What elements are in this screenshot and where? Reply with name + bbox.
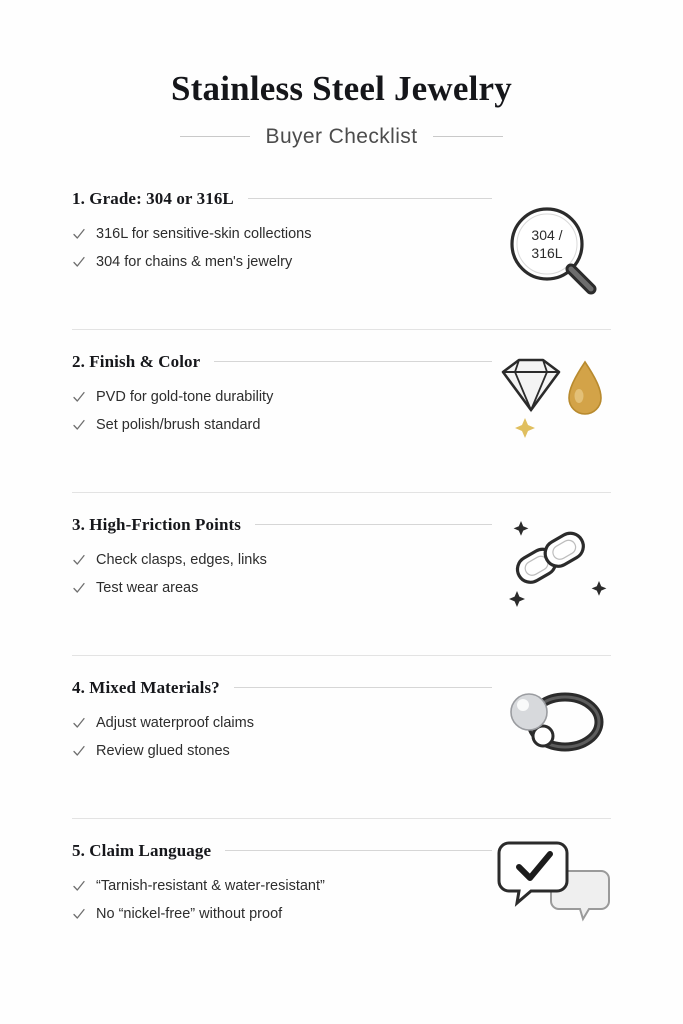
list-item-label: 304 for chains & men's jewelry [96,254,293,271]
check-icon [72,553,86,567]
subtitle-row [72,125,611,149]
check-icon [72,716,86,730]
section-header [72,515,492,535]
section-title: 2. Finish & Color [72,351,201,371]
list-item [72,742,502,762]
section-title: 4. Mixed Materials? [72,677,220,697]
section-high-friction-points [72,492,611,655]
list-item-label: PVD for gold-tone durability [96,388,274,405]
section-items [72,714,502,762]
section-rule [255,524,492,525]
list-item-label: “Tarnish-resistant & water-resistant” [96,877,325,894]
section-rule [214,361,492,362]
list-item-label: Set polish/brush standard [96,417,261,434]
section-mixed-materials [72,655,611,818]
check-icon [72,907,86,921]
pearl-and-leather-bracelet-icon [489,666,619,776]
section-title: 5. Claim Language [72,840,212,860]
magnifier-text-line1: 304 / [531,226,563,243]
check-icon [72,255,86,269]
list-item [72,877,502,897]
section-items [72,388,502,436]
list-item-label: No “nickel-free” without proof [96,906,283,923]
list-item-label: Adjust waterproof claims [96,714,254,731]
section-header [72,352,492,372]
section-header [72,841,492,861]
section-rule [225,850,492,851]
section-header [72,678,492,698]
list-item [72,388,502,408]
divider-right [433,136,503,137]
list-item [72,416,502,436]
list-item-label: Test wear areas [96,580,199,597]
list-item [72,579,502,599]
list-item-label: Review glued stones [96,743,230,760]
speech-bubble-check-icon [489,829,619,939]
diamond-and-gold-drop-icon [489,340,619,450]
section-items [72,225,502,273]
list-item [72,253,502,273]
list-item [72,905,502,925]
section-title: 3. High-Friction Points [72,514,241,534]
page-title: Stainless Steel Jewelry [171,69,512,108]
section-items [72,877,502,925]
list-item-label: 316L for sensitive-skin collections [96,225,312,242]
check-icon [72,879,86,893]
chain-links-icon [489,503,619,613]
check-icon [72,744,86,758]
section-finish-color [72,329,611,492]
check-icon [72,227,86,241]
list-item-label: Check clasps, edges, links [96,551,267,568]
magnifier-text-line2: 316L [531,244,563,261]
divider-left [180,136,250,137]
section-title: 1. Grade: 304 or 316L [72,188,234,208]
check-icon [72,418,86,432]
check-icon [72,581,86,595]
section-rule [234,687,492,688]
magnifier-grade-icon [489,199,619,309]
list-item [72,225,502,245]
section-items [72,551,502,599]
section-grade [72,189,611,329]
section-header [72,189,492,209]
check-icon [72,390,86,404]
page-header [72,70,611,149]
section-claim-language [72,818,611,981]
page-subtitle: Buyer Checklist [265,124,418,148]
section-rule [248,198,492,199]
list-item [72,714,502,734]
list-item [72,551,502,571]
